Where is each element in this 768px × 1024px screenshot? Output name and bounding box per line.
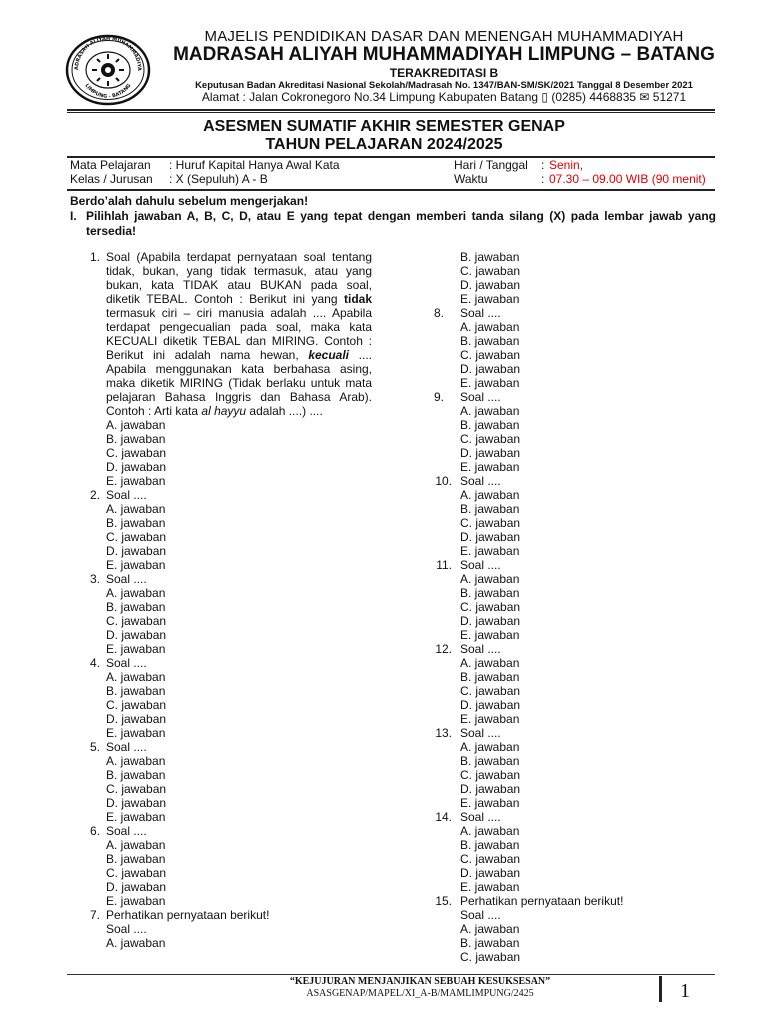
option-c: C. jawaban <box>106 866 167 880</box>
footer-code: ASASGENAP/MAPEL/XI_A-B/MAMLIMPUNG/2425 <box>306 988 534 999</box>
q1-text-part4: adalah ....) .... <box>246 404 323 418</box>
questions-right-column <box>426 250 716 964</box>
question-8 <box>426 306 716 390</box>
instructions <box>70 194 716 239</box>
option-c: C. jawaban <box>460 264 521 278</box>
option-a: A. jawaban <box>106 936 166 950</box>
question-4 <box>78 656 372 740</box>
option-b: B. jawaban <box>106 516 166 530</box>
question-text: Soal .... <box>106 488 147 502</box>
option-d: D. jawaban <box>460 614 521 628</box>
q1-text-part1: Soal (Apabila terdapat pernyataan soal tentang tidak, bukan, yang tidak termasuk, atau yang bukan, kata TIDAK atau BUKAN pada soal, diketik TEBAL. Contoh : Berikut ini yang <box>106 250 372 306</box>
option-b: B. jawaban <box>106 768 166 782</box>
option-a: A. jawaban <box>106 754 166 768</box>
section-number: I. <box>70 209 77 223</box>
option-c: C. jawaban <box>460 600 521 614</box>
option-d: D. jawaban <box>106 628 167 642</box>
question-number: 11. <box>436 558 452 572</box>
kop-accreditation: TERAKREDITASI B <box>389 66 499 80</box>
option-d: D. jawaban <box>460 698 521 712</box>
option-e: E. jawaban <box>460 880 520 894</box>
option-e: E. jawaban <box>106 810 166 824</box>
question-number: 10. <box>435 474 452 488</box>
option-d: D. jawaban <box>106 796 167 810</box>
question-number: 15. <box>435 894 452 908</box>
option-a: A. jawaban <box>460 740 520 754</box>
question-text: Soal .... <box>460 908 501 922</box>
option-e: E. jawaban <box>460 796 520 810</box>
question-text: Soal .... <box>460 726 501 740</box>
q1-text-part2: termasuk ciri – ciri manusia adalah .... Apabila terdapat pengecualian pada soal, maka kata KECUALI diketik TEBAL dan MIRING. Contoh : Berikut ini adalah nama hewan, <box>106 306 372 362</box>
mapel-label: Mata Pelajaran <box>70 158 151 172</box>
question-15 <box>426 894 716 964</box>
question-number: 3. <box>89 572 100 586</box>
option-d: D. jawaban <box>460 362 521 376</box>
option-a: A. jawaban <box>460 572 520 586</box>
option-b: B. jawaban <box>460 838 520 852</box>
question-number: 12. <box>435 642 452 656</box>
option-d: D. jawaban <box>106 880 167 894</box>
waktu-sep: : <box>541 172 545 186</box>
option-c: C. jawaban <box>106 446 167 460</box>
kop-address: Alamat : Jalan Cokronegoro No.34 Limpung Kabupaten Batang ▯ (0285) 4468835 ✉ 51271 <box>201 90 687 104</box>
hari-sep: : <box>541 158 545 172</box>
option-e: E. jawaban <box>106 474 166 488</box>
question-7 <box>78 908 372 950</box>
question-11 <box>426 558 716 642</box>
question-text: Soal .... <box>106 572 147 586</box>
option-c: C. jawaban <box>106 782 167 796</box>
question-text <box>106 250 372 418</box>
question-text: Soal .... <box>106 656 147 670</box>
option-e: E. jawaban <box>106 642 166 656</box>
footer-motto: “KEJUJURAN MENJANJIKAN SEBUAH KESUKSESAN” <box>289 976 551 987</box>
option-a: A. jawaban <box>460 824 520 838</box>
option-c: C. jawaban <box>460 432 521 446</box>
option-b: B. jawaban <box>460 670 520 684</box>
meta-rule <box>67 189 715 191</box>
option-b: B. jawaban <box>460 250 520 264</box>
question-6 <box>78 824 372 908</box>
option-c: C. jawaban <box>106 530 167 544</box>
question-13 <box>426 726 716 810</box>
option-e: E. jawaban <box>106 894 166 908</box>
header-rule-thin <box>67 112 715 113</box>
kop-majelis: MAJELIS PENDIDIKAN DASAR DAN MENENGAH MUHAMMADIYAH <box>204 28 684 45</box>
question-text: Soal .... <box>460 642 501 656</box>
question-number: 5. <box>89 740 100 754</box>
option-c: C. jawaban <box>460 852 521 866</box>
q1-bold-italic-word: kecuali <box>308 348 350 362</box>
title-rule <box>67 156 715 158</box>
kop-school-name: MADRASAH ALIYAH MUHAMMADIYAH LIMPUNG – BATANG <box>173 44 715 65</box>
q1-italic-word: al hayyu <box>201 404 247 418</box>
footer-rule <box>67 974 715 975</box>
option-d: D. jawaban <box>460 866 521 880</box>
option-a: A. jawaban <box>106 670 166 684</box>
kelas-value: : X (Sepuluh) A - B <box>169 172 268 186</box>
kelas-label: Kelas / Jurusan <box>70 172 153 186</box>
question-14 <box>426 810 716 894</box>
kop-decree: Keputusan Badan Akreditasi Nasional Sekolah/Madrasah No. 1347/BAN-SM/SK/2021 Tanggal 8 Desember 2021 <box>195 80 693 91</box>
question-text: Soal .... <box>460 810 501 824</box>
option-b: B. jawaban <box>106 684 166 698</box>
option-a: A. jawaban <box>106 418 166 432</box>
question-number: 9. <box>433 390 444 404</box>
question-number: 13. <box>435 726 452 740</box>
question-number: 14. <box>435 810 452 824</box>
question-lead: Perhatikan pernyataan berikut! <box>460 894 624 908</box>
option-b: B. jawaban <box>460 334 520 348</box>
option-e: E. jawaban <box>460 376 520 390</box>
option-a: A. jawaban <box>460 404 520 418</box>
option-e: E. jawaban <box>460 544 520 558</box>
school-logo <box>64 34 152 106</box>
question-number: 4. <box>89 656 100 670</box>
question-number: 7. <box>89 908 100 922</box>
question-lead: Perhatikan pernyataan berikut! <box>106 908 270 922</box>
option-b: B. jawaban <box>460 936 520 950</box>
question-number: 2. <box>89 488 100 502</box>
exam-year: TAHUN PELAJARAN 2024/2025 <box>265 136 503 153</box>
section-instruction: Pilihlah jawaban A, B, C, D, atau E yang tepat dengan memberi tanda silang (X) pada lembar jawab yang tersedia! <box>86 209 716 238</box>
option-c: C. jawaban <box>460 950 521 964</box>
option-d: D. jawaban <box>106 712 167 726</box>
logo-text-bottom: LIMPUNG - BATANG <box>83 82 133 100</box>
option-c: C. jawaban <box>106 614 167 628</box>
hari-value: Senin, <box>549 158 584 172</box>
option-d: D. jawaban <box>460 446 521 460</box>
header-rule-thick <box>67 109 715 111</box>
question-number: 1. <box>89 250 100 264</box>
hari-label: Hari / Tanggal <box>454 158 528 172</box>
option-e: E. jawaban <box>106 726 166 740</box>
waktu-value: 07.30 – 09.00 WIB (90 menit) <box>549 172 706 186</box>
option-a: A. jawaban <box>460 656 520 670</box>
question-1 <box>78 250 372 488</box>
option-a: A. jawaban <box>460 922 520 936</box>
option-e: E. jawaban <box>460 292 520 306</box>
option-a: A. jawaban <box>460 320 520 334</box>
option-b: B. jawaban <box>460 502 520 516</box>
question-text: Soal .... <box>460 390 501 404</box>
option-e: E. jawaban <box>460 712 520 726</box>
q1-text-part3: .... Apabila menggunakan kata berbahasa asing, maka diketik MIRING (Tidak berlaku untuk mata pelajaran Bahasa Inggris dan Bahasa Arab). Contoh : Arti kata <box>106 348 372 418</box>
question-text: Soal .... <box>106 740 147 754</box>
prayer-note: Berdo’alah dahulu sebelum mengerjakan! <box>70 194 309 208</box>
option-c: C. jawaban <box>460 348 521 362</box>
option-b: B. jawaban <box>460 418 520 432</box>
q1-bold-word: tidak <box>343 292 372 306</box>
waktu-label: Waktu <box>454 172 488 186</box>
question-3 <box>78 572 372 656</box>
question-2 <box>78 488 372 572</box>
option-c: C. jawaban <box>460 768 521 782</box>
question-12 <box>426 642 716 726</box>
questions-left-column <box>78 250 372 950</box>
option-d: D. jawaban <box>460 530 521 544</box>
option-d: D. jawaban <box>106 544 167 558</box>
question-5 <box>78 740 372 824</box>
question-number: 6. <box>89 824 100 838</box>
question-10 <box>426 474 716 558</box>
option-a: A. jawaban <box>106 838 166 852</box>
option-b: B. jawaban <box>106 432 166 446</box>
question-text: Soal .... <box>460 306 501 320</box>
option-b: B. jawaban <box>106 852 166 866</box>
option-d: D. jawaban <box>460 278 521 292</box>
question-text: Soal .... <box>460 474 501 488</box>
option-d: D. jawaban <box>106 460 167 474</box>
page-number: 1 <box>680 980 690 1002</box>
question-9 <box>426 390 716 474</box>
question-text: Soal .... <box>106 824 147 838</box>
question-7-continued <box>426 250 716 306</box>
option-a: A. jawaban <box>460 488 520 502</box>
page-number-divider <box>659 976 662 1002</box>
question-number: 8. <box>433 306 444 320</box>
option-a: A. jawaban <box>106 502 166 516</box>
option-e: E. jawaban <box>460 460 520 474</box>
option-c: C. jawaban <box>460 684 521 698</box>
option-e: E. jawaban <box>460 628 520 642</box>
option-e: E. jawaban <box>106 558 166 572</box>
mapel-value: : Huruf Kapital Hanya Awal Kata <box>169 158 340 172</box>
question-text: Soal .... <box>460 558 501 572</box>
option-b: B. jawaban <box>460 754 520 768</box>
question-text: Soal .... <box>106 922 147 936</box>
exam-title: ASESMEN SUMATIF AKHIR SEMESTER GENAP <box>203 118 565 135</box>
option-d: D. jawaban <box>460 782 521 796</box>
option-b: B. jawaban <box>460 586 520 600</box>
option-a: A. jawaban <box>106 586 166 600</box>
option-c: C. jawaban <box>460 516 521 530</box>
logo-text-top: ADRASAH ALIYAH MUHAMMADIYA <box>73 35 143 71</box>
option-c: C. jawaban <box>106 698 167 712</box>
option-b: B. jawaban <box>106 600 166 614</box>
